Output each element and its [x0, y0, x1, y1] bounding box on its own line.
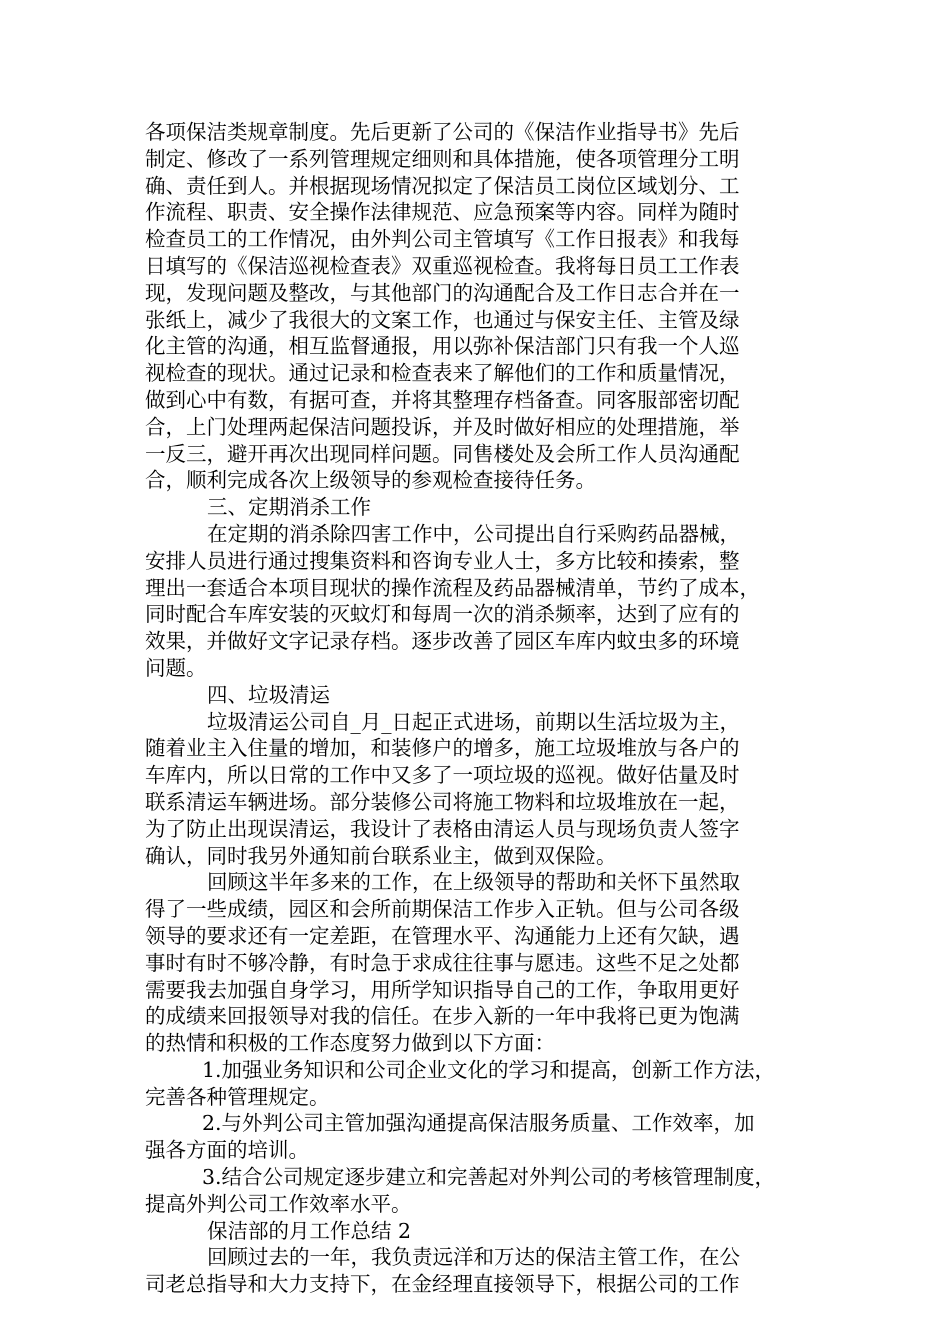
- body-text-line: 安排人员进行通过搜集资料和咨询专业人士，多方比较和揍索，整: [145, 548, 740, 573]
- body-text-line: 张纸上，减少了我很大的文案工作，也通过与保安主任、主管及绿: [145, 307, 740, 332]
- body-text-line: 检查员工的工作情况，由外判公司主管填写《工作日报表》和我每: [145, 227, 740, 252]
- body-text-line: 理出一套适合本项目现状的操作流程及药品器械清单，节约了成本，: [145, 575, 760, 600]
- body-text-line: 各项保洁类规章制度。先后更新了公司的《保洁作业指导书》先后: [145, 120, 740, 144]
- body-text-line: 合，上门处理两起保洁问题投诉，并及时做好相应的处理措施，举: [145, 414, 740, 439]
- body-text-line: 化主管的沟通，相互监督通报，用以弥补保洁部门只有我一个人巡: [145, 334, 740, 359]
- body-text-line: 垃圾清运公司自_月_日起正式进场，前期以生活垃圾为主，: [207, 709, 740, 734]
- body-text-line: 问题。: [145, 655, 207, 680]
- body-text-line: 在定期的消杀除四害工作中，公司提出自行采购药品器械，: [207, 521, 740, 546]
- body-text-line: 同时配合车库安装的灭蚊灯和每周一次的消杀频率，达到了应有的: [145, 602, 740, 627]
- body-text-line: 车库内，所以日常的工作中又多了一项垃圾的巡视。做好估量及时: [145, 763, 740, 788]
- body-text-line: 回顾这半年多来的工作，在上级领导的帮助和关怀下虽然取: [207, 870, 740, 895]
- body-text-line: 合，顺利完成各次上级领导的参观检查接待任务。: [145, 468, 596, 493]
- body-text-line: 为了防止出现误清运，我设计了表格由清运人员与现场负责人签字: [145, 816, 740, 841]
- body-text-line: 确、责任到人。并根据现场情况拟定了保洁员工岗位区域划分、工: [145, 173, 740, 198]
- body-text-line: 得了一些成绩，园区和会所前期保洁工作步入正轨。但与公司各级: [145, 897, 740, 922]
- body-text-line: 效果，并做好文字记录存档。逐步改善了园区车库内蚊虫多的环境: [145, 629, 740, 654]
- body-text-line: 强各方面的培训。: [145, 1138, 309, 1163]
- body-text-line: 随着业主入住量的增加，和装修户的增多，施工垃圾堆放与各户的: [145, 736, 740, 761]
- body-text-line: 做到心中有数，有据可查，并将其整理存档备查。同客服部密切配: [145, 387, 740, 412]
- body-text-line: 的热情和积极的工作态度努力做到以下方面：: [145, 1031, 555, 1056]
- body-text-line: 确认，同时我另外通知前台联系业主，做到双保险。: [145, 843, 617, 868]
- body-text-line: 完善各种管理规定。: [145, 1084, 330, 1109]
- body-text-line: 制定、修改了一系列管理规定细则和具体措施，使各项管理分工明: [145, 146, 740, 171]
- body-text-line: 需要我去加强自身学习，用所学知识指导自己的工作，争取用更好: [145, 977, 740, 1002]
- numbered-item-3: 3.结合公司规定逐步建立和完善起对外判公司的考核管理制度，: [202, 1165, 776, 1190]
- section-heading-garbage-removal: 四、垃圾清运: [207, 682, 330, 707]
- body-text-line: 现，发现问题及整改，与其他部门的沟通配合及工作日志合并在一: [145, 280, 740, 305]
- document-subtitle: 保洁部的月工作总结 2: [207, 1218, 412, 1243]
- body-text-line: 领导的要求还有一定差距，在管理水平、沟通能力上还有欠缺，遇: [145, 923, 740, 948]
- body-text-line: 回顾过去的一年，我负责远洋和万达的保洁主管工作，在公: [207, 1245, 740, 1270]
- body-text-line: 提高外判公司工作效率水平。: [145, 1191, 412, 1216]
- document-page: [145, 119, 810, 1298]
- body-text-line: 事时有时不够冷静，有时急于求成往往事与愿违。这些不足之处都: [145, 950, 740, 975]
- section-heading-pest-control: 三、定期消杀工作: [207, 495, 371, 520]
- body-text-line: 司老总指导和大力支持下，在金经理直接领导下，根据公司的工作: [145, 1272, 740, 1297]
- numbered-item-2: 2.与外判公司主管加强沟通提高保洁服务质量、工作效率，加: [202, 1111, 755, 1136]
- body-text-line: 联系清运车辆进场。部分装修公司将施工物料和垃圾堆放在一起，: [145, 789, 740, 814]
- numbered-item-1: 1.加强业务知识和公司企业文化的学习和提高，创新工作方法，: [202, 1057, 776, 1082]
- body-text-line: 的成绩来回报领导对我的信任。在步入新的一年中我将已更为饱满: [145, 1004, 740, 1029]
- body-text-line: 视检查的现状。通过记录和检查表来了解他们的工作和质量情况，: [145, 361, 740, 386]
- body-text-line: 一反三，避开再次出现同样问题。同售楼处及会所工作人员沟通配: [145, 441, 740, 466]
- body-text-line: 作流程、职责、安全操作法律规范、应急预案等内容。同样为随时: [145, 200, 740, 225]
- body-text-line: 日填写的《保洁巡视检查表》双重巡视检查。我将每日员工工作表: [145, 253, 740, 278]
